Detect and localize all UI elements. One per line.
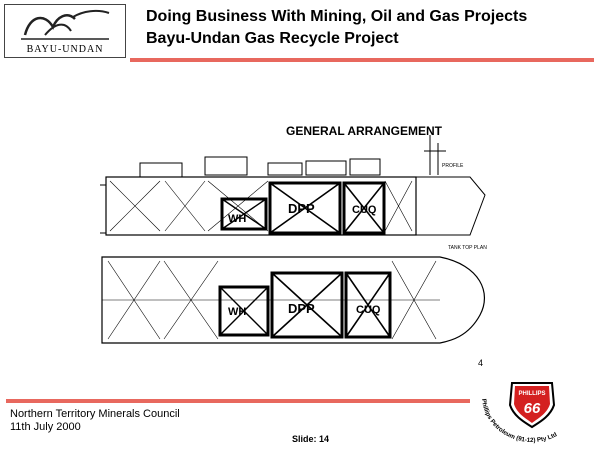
slide-number: Slide: 14 [292,434,330,444]
profile-view [100,135,485,235]
logo-text: BAYU-UNDAN [26,44,104,55]
plan-view [102,257,484,343]
phillips-66-logo [472,375,592,447]
tank-top-label: TANK TOP PLAN [448,245,487,251]
brand-top-text: PHILLIPS [518,391,546,397]
general-arrangement-drawing [0,115,600,375]
profile-module-cuq: CUQ [352,204,377,216]
profile-label: PROFILE [442,163,464,169]
bird-logo-icon [5,5,125,45]
plan-module-wh: WH [228,306,247,318]
company-arc-text: Phillips Petroleum (91-12) Pty Ltd [480,398,559,445]
slide-title: Doing Business With Mining, Oil and Gas Projects [146,8,528,25]
footer-date: 11th July 2000 [10,421,81,433]
header-rule [130,58,594,62]
drawing-page-number: 4 [478,358,484,368]
profile-module-dpp: DPP [288,201,315,216]
footer-rule [6,399,470,403]
plan-module-dpp: DPP [288,301,315,316]
profile-module-wh: WH [228,213,247,225]
bayu-undan-logo [4,4,126,58]
drawing-title: GENERAL ARRANGEMENT [286,124,443,138]
plan-module-cuq: CUQ [356,304,381,316]
slide-subtitle: Bayu-Undan Gas Recycle Project [146,30,399,47]
footer-organisation: Northern Territory Minerals Council [10,408,180,420]
brand-number-text: 66 [523,400,541,417]
